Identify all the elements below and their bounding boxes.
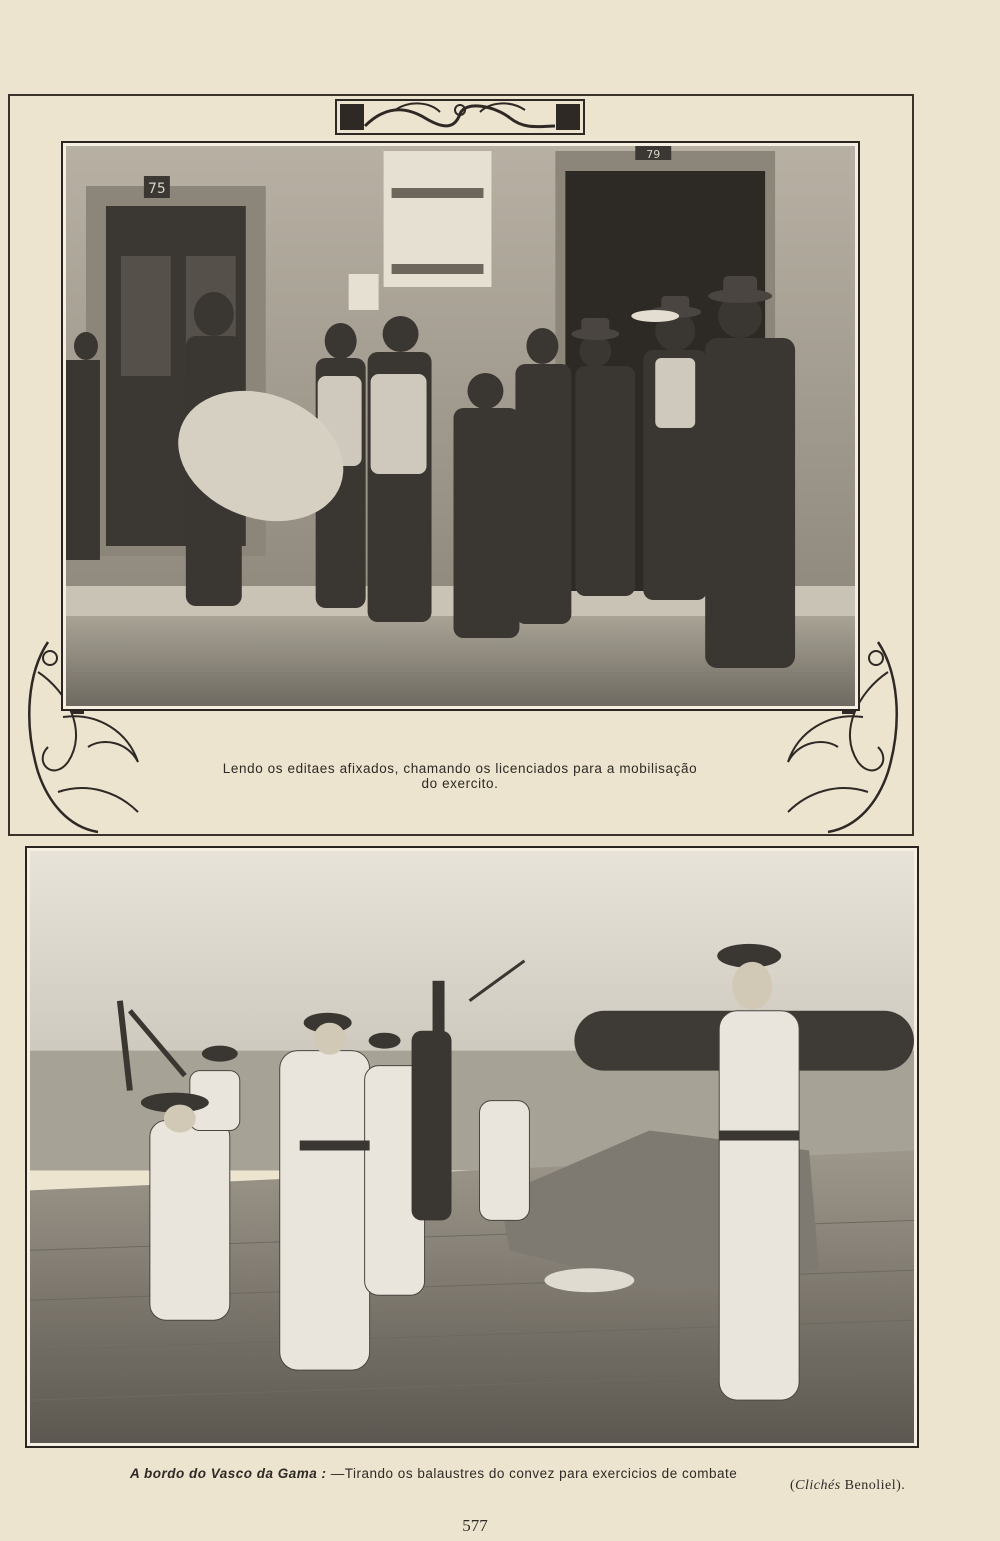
door-number-left: 75 xyxy=(147,180,166,198)
credit-cliches: Clichés xyxy=(795,1478,841,1493)
top-photo-caption xyxy=(190,761,730,791)
page-number: 577 xyxy=(462,1516,488,1535)
credit-open: ( xyxy=(790,1478,796,1493)
credit-close: ). xyxy=(896,1478,906,1493)
ship-deck-illustration xyxy=(30,851,914,1443)
bottom-photo-caption xyxy=(130,1466,820,1481)
photo-street-crowd xyxy=(63,143,858,709)
top-scroll-ornament xyxy=(335,96,585,138)
top-caption-line-1: Lendo os editaes afixados, chamando os licenciados para a mobilisação xyxy=(222,761,698,776)
door-number-right: 79 xyxy=(646,147,661,162)
street-crowd-illustration xyxy=(66,146,855,706)
photo-ship-deck xyxy=(27,848,917,1446)
caption-rest: —Tirando os balaustres do convez para exercicios de combate xyxy=(326,1466,738,1481)
credit-name: Benoliel xyxy=(840,1478,897,1493)
caption-lead: A bordo do Vasco da Gama : xyxy=(130,1466,327,1481)
photo-credit xyxy=(790,1478,920,1494)
top-caption-line-2: do exercito. xyxy=(421,776,499,791)
